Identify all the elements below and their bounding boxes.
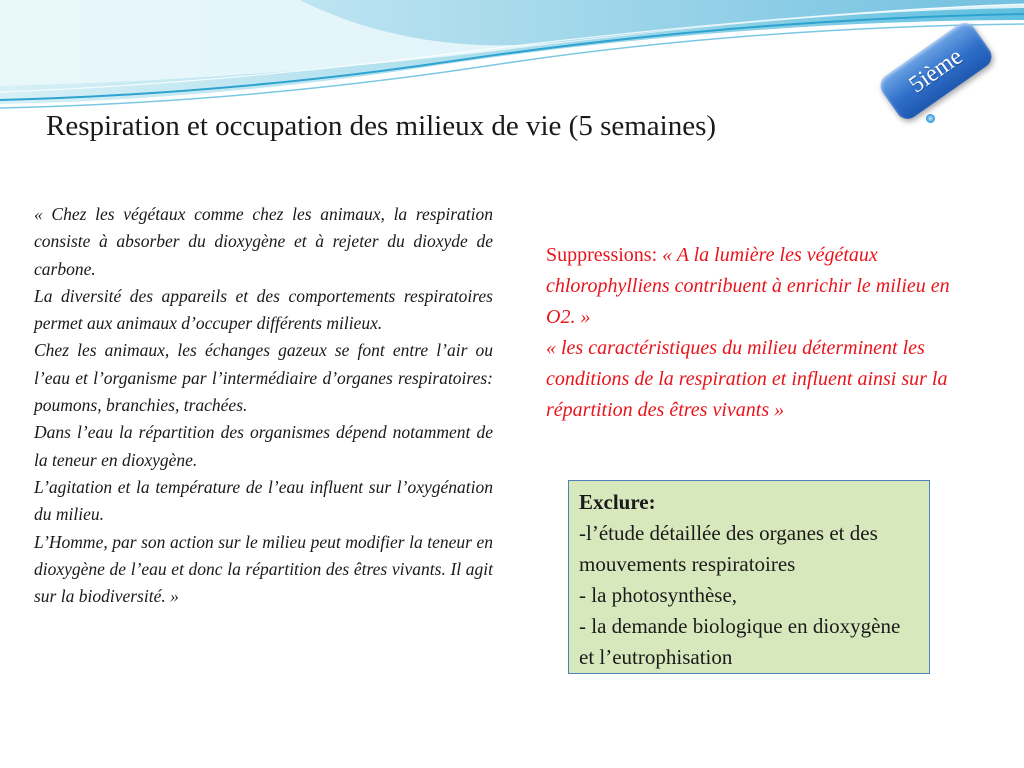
exclure-item: - la demande biologique en dioxygène et l’eutrophisation	[579, 614, 901, 669]
program-text	[34, 201, 493, 610]
page-title: Respiration et occupation des milieux de vie (5 semaines)	[46, 110, 717, 142]
suppressions-block	[546, 240, 956, 426]
suppression-item: « les caractéristiques du milieu déterminent les conditions de la respiration et influent ainsi sur la répartition des êtres vivants »	[546, 337, 948, 421]
header-wave-banner	[0, 0, 1024, 120]
program-paragraph: L’agitation et la température de l’eau influent sur l’oxygénation du milieu.	[34, 476, 493, 525]
program-paragraph: Dans l’eau la répartition des organismes dépend notamment de la teneur en dioxygène.	[34, 422, 493, 470]
suppression-item: « A la lumière les végétaux chlorophylliens contribuent à enrichir le milieu en O2. »	[546, 244, 950, 328]
exclure-box	[568, 480, 930, 674]
suppressions-label: Suppressions:	[546, 244, 663, 266]
program-paragraph: L’Homme, par son action sur le milieu peut modifier la teneur en dioxygène de l’eau et donc la répartition des êtres vivants. Il agit sur la biodiversité. »	[34, 531, 493, 607]
program-paragraph: « Chez les végétaux comme chez les animaux, la respiration consiste à absorber du dioxygène et à rejeter du dioxyde de carbone.	[34, 204, 493, 279]
exclure-item: - la photosynthèse,	[579, 583, 738, 607]
program-paragraph: La diversité des appareils et des comportements respiratoires permet aux animaux d’occuper différents milieux.	[34, 285, 493, 334]
badge-dot-icon	[926, 114, 935, 123]
exclure-item: -l’étude détaillée des organes et des mouvements respiratoires	[579, 521, 878, 576]
exclure-heading: Exclure:	[579, 490, 656, 514]
grade-badge-label: 5ième	[904, 43, 968, 99]
program-paragraph: Chez les animaux, les échanges gazeux se font entre l’air ou l’eau et l’organisme par l’intermédiaire d’organes respiratoires: poumons, branchies, trachées.	[34, 340, 493, 416]
